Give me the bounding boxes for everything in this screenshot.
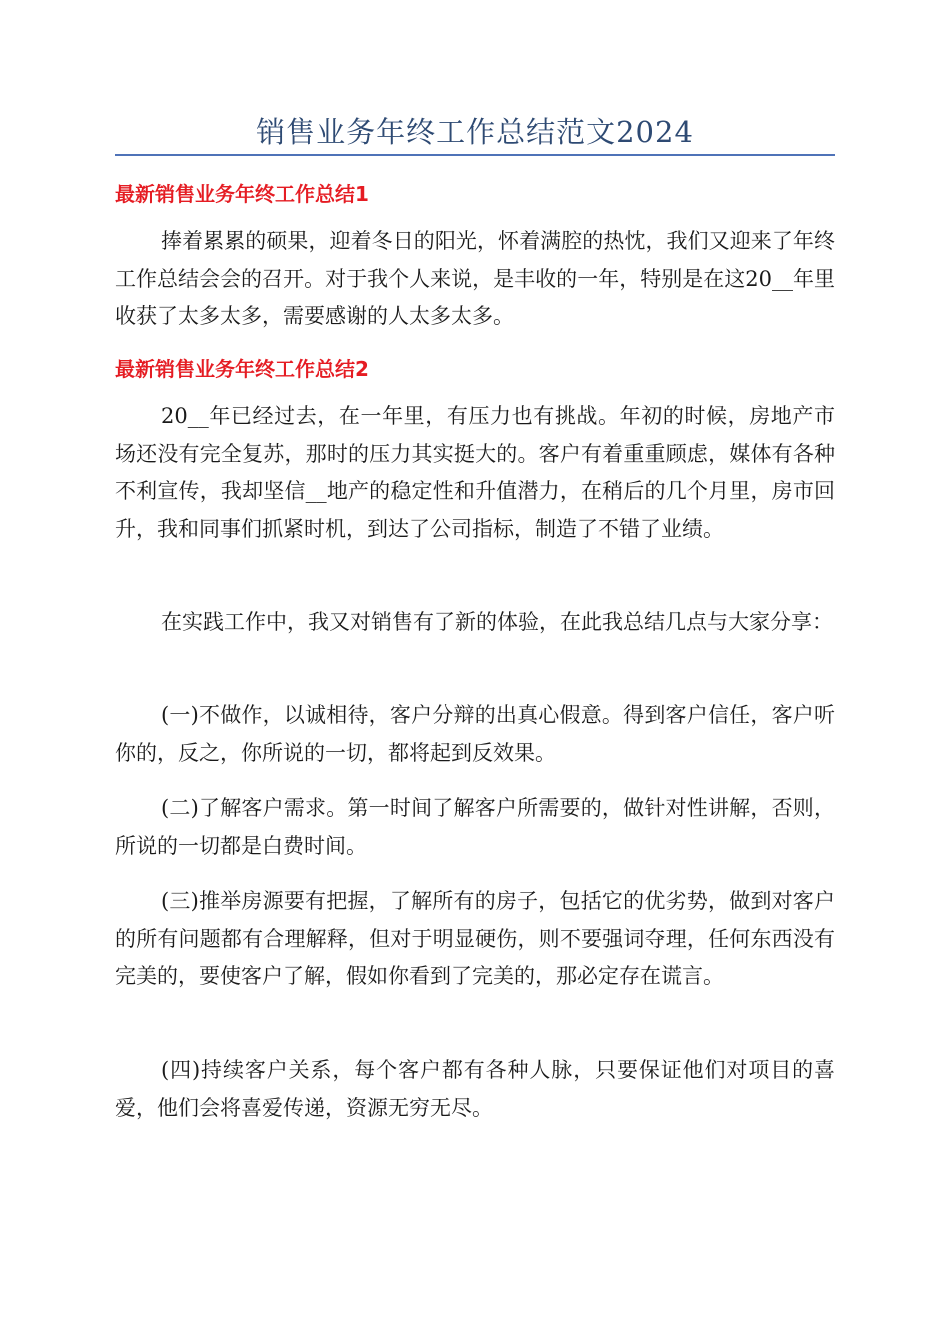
section-2-paragraph-1: 20__年已经过去，在一年里，有压力也有挑战。年初的时候，房地产市场还没有完全复苏，那时的压力其实挺大的。客户有着重重顾虑，媒体有各种不利宣传，我却坚信__地产的稳定性和升值潜力，在稍后的几个月里，房市回升，我和同事们抓紧时机，到达了公司指标，制造了不错了业绩。 bbox=[115, 404, 835, 541]
section-heading-2: 最新销售业务年终工作总结2 bbox=[115, 357, 369, 381]
section-heading-1: 最新销售业务年终工作总结1 bbox=[115, 182, 369, 206]
title-underline bbox=[115, 154, 835, 156]
section-2-paragraph-5: (三)推举房源要有把握，了解所有的房子，包括它的优劣势，做到对客户的所有问题都有合理解释，但对于明显硬伤，则不要强词夺理，任何东西没有完美的，要使客户了解，假如你看到了完美的，那必定存在谎言。 bbox=[115, 889, 835, 988]
section-2-paragraph-2: 在实践工作中，我又对销售有了新的体验，在此我总结几点与大家分享： bbox=[161, 610, 833, 634]
section-2-paragraph-6: (四)持续客户关系，每个客户都有各种人脉，只要保证他们对项目的喜爱，他们会将喜爱传递，资源无穷无尽。 bbox=[115, 1058, 835, 1120]
section-1-paragraph-1: 捧着累累的硕果，迎着冬日的阳光，怀着满腔的热忱，我们又迎来了年终工作总结会会的召开。对于我个人来说，是丰收的一年，特别是在这20__年里收获了太多太多，需要感谢的人太多太多。 bbox=[115, 229, 835, 328]
document-title: 销售业务年终工作总结范文2024 bbox=[256, 115, 694, 149]
section-2-paragraph-3: (一)不做作，以诚相待，客户分辩的出真心假意。得到客户信任，客户听你的，反之，你所说的一切，都将起到反效果。 bbox=[115, 703, 835, 765]
section-2-paragraph-4: (二)了解客户需求。第一时间了解客户所需要的，做针对性讲解，否则，所说的一切都是白费时间。 bbox=[115, 796, 835, 858]
